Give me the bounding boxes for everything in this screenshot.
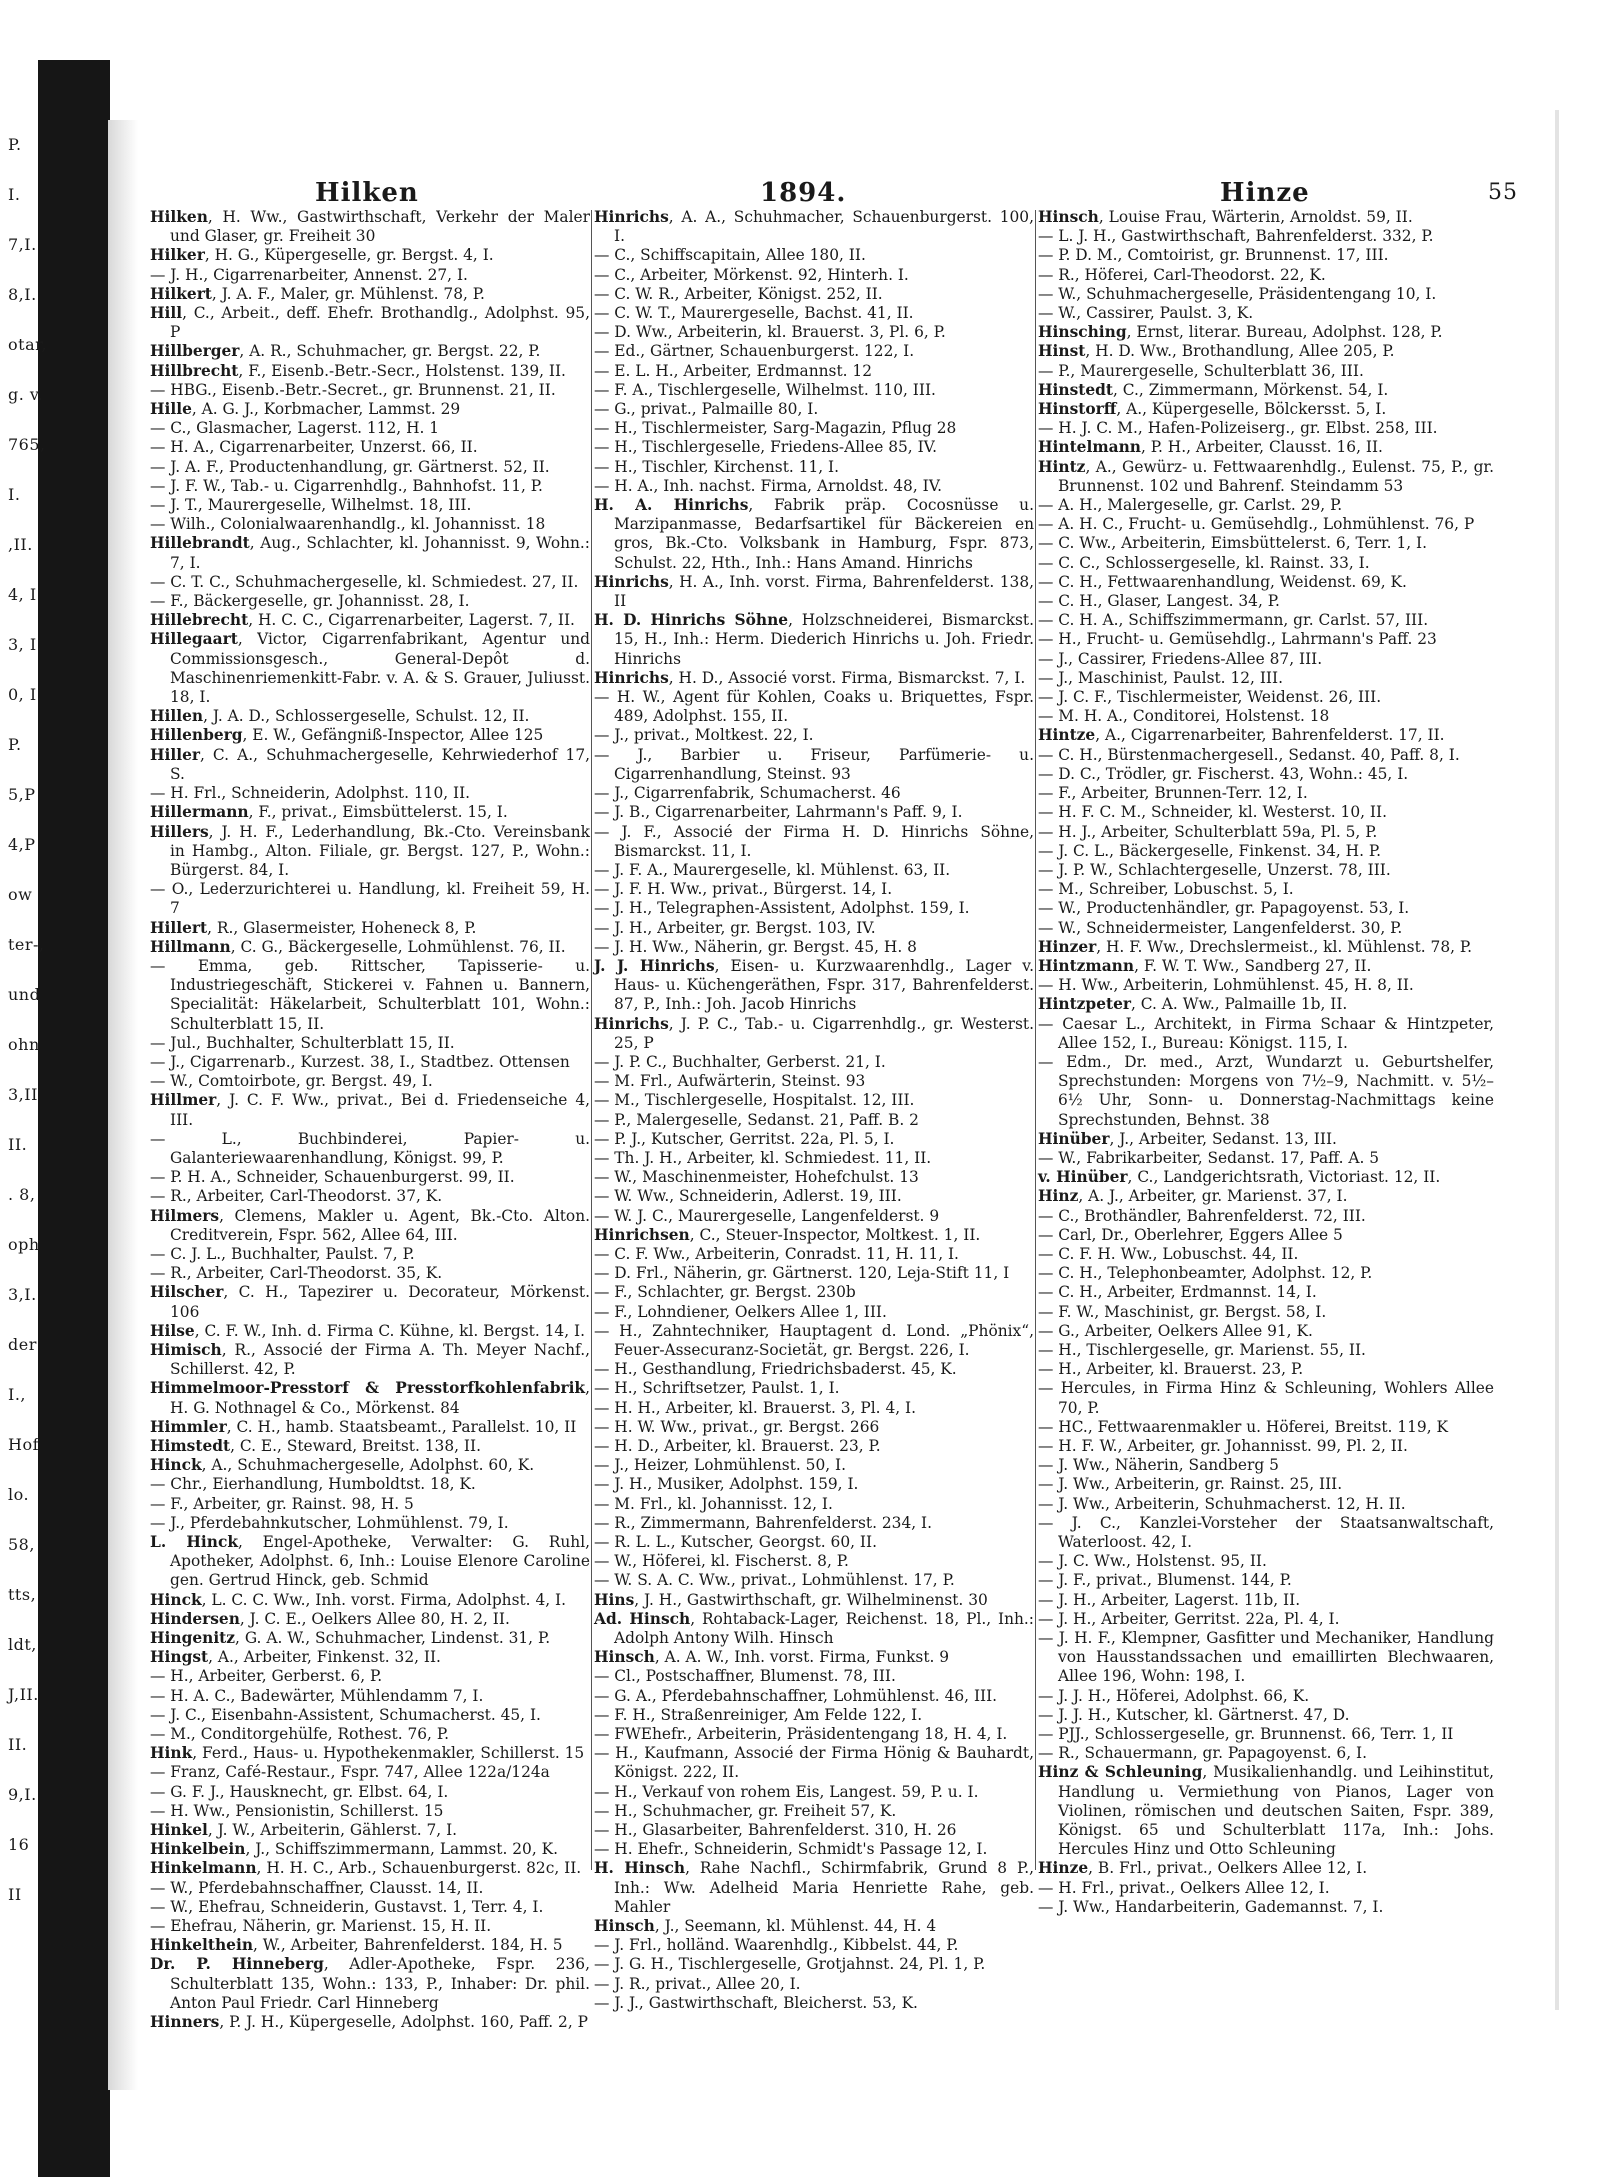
directory-entry: Hilker, H. G., Küpergeselle, gr. Bergst. 4, I. — [150, 246, 494, 265]
directory-entry: Hiller, C. A., Schuhmachergeselle, Kehrwiederhof 17, S. — [150, 745, 590, 783]
directory-entry: — J. H., Telegraphen-Assistent, Adolphst. 159, I. — [594, 899, 970, 918]
directory-entry: — F. A., Tischlergeselle, Wilhelmst. 110, III. — [594, 380, 936, 399]
directory-entry: — Edm., Dr. med., Arzt, Wundarzt u. Geburtshelfer, Sprechstunden: Morgens von 7½–9, Nachmitt. v. 5½–6½ Uhr, Sonn- u. Donnerstag-Nachmittags keine Sprechstunden, Behnst. 38 — [1038, 1052, 1494, 1129]
directory-entry: — Caesar L., Architekt, in Firma Schaar & Hintzpeter, Allee 152, I., Bureau: Königst. 115, I. — [1038, 1014, 1494, 1052]
directory-entry: — W., Cassirer, Paulst. 3, K. — [1038, 304, 1254, 323]
directory-entry: Hillebrecht, H. C. C., Cigarrenarbeiter, Lagerst. 7, II. — [150, 611, 575, 630]
directory-entry: Hintzmann, F. W. T. Ww., Sandberg 27, II. — [1038, 956, 1372, 975]
directory-entry: — W., Comtoirbote, gr. Bergst. 49, I. — [150, 1072, 433, 1091]
directory-entry: v. Hinüber, C., Landgerichtsrath, Victoriast. 12, II. — [1038, 1168, 1441, 1187]
directory-entry: — J., Pferdebahnkutscher, Lohmühlenst. 79, I. — [150, 1513, 509, 1532]
directory-entry: — H. A., Inh. nachst. Firma, Arnoldst. 48, IV. — [594, 476, 943, 495]
directory-entry: — P., Malergeselle, Sedanst. 21, Paff. B. 2 — [594, 1110, 919, 1129]
directory-entry: Hillmer, J. C. F. Ww., privat., Bei d. Friedenseiche 4, III. — [150, 1091, 590, 1129]
directory-entry: — H., Glasarbeiter, Bahrenfelderst. 310, H. 26 — [594, 1821, 957, 1840]
directory-entry: Hinsch, A. A. W., Inh. vorst. Firma, Funkst. 9 — [594, 1648, 950, 1667]
directory-entry: — C. C., Schlossergeselle, kl. Rainst. 33, I. — [1038, 553, 1370, 572]
directory-entry: — H. Ehefr., Schneiderin, Schmidt's Passage 12, I. — [594, 1840, 988, 1859]
directory-entry: J. J. Hinrichs, Eisen- u. Kurzwaarenhdlg., Lager v. Haus- u. Küchengeräthen, Fspr. 317, Bahrenfelderst. 87, P., Inh.: Joh. Jacob Hinrichs — [594, 956, 1034, 1014]
directory-entry: — M. Frl., kl. Johannisst. 12, I. — [594, 1494, 833, 1513]
directory-entry: Hinkelbein, J., Schiffszimmermann, Lammst. 20, K. — [150, 1840, 559, 1859]
directory-entry: — W., Schuhmachergeselle, Präsidentengang 10, I. — [1038, 284, 1437, 303]
directory-entry: — J., Cassirer, Friedens-Allee 87, III. — [1038, 649, 1323, 668]
directory-entry: — G., Arbeiter, Oelkers Allee 91, K. — [1038, 1321, 1313, 1340]
directory-entry: — H. J., Arbeiter, Schulterblatt 59a, Pl. 5, P. — [1038, 822, 1378, 841]
directory-entry: Hinck, A., Schuhmachergeselle, Adolphst. 60, K. — [150, 1456, 535, 1475]
directory-entry: Hillebrandt, Aug., Schlachter, kl. Johannisst. 9, Wohn.: 7, I. — [150, 534, 590, 572]
directory-entry: — Wilh., Colonialwaarenhandlg., kl. Johannisst. 18 — [150, 515, 546, 534]
directory-entry: Hinsching, Ernst, literar. Bureau, Adolphst. 128, P. — [1038, 323, 1443, 342]
directory-entry: — J., Barbier u. Friseur, Parfümerie- u. Cigarrenhandlung, Steinst. 93 — [594, 745, 1034, 783]
directory-entry: Hindersen, J. C. E., Oelkers Allee 80, H. 2, II. — [150, 1609, 510, 1628]
directory-entry: Hins, J. H., Gastwirthschaft, gr. Wilhelminenst. 30 — [594, 1590, 988, 1609]
directory-entry: — J. Ww., Arbeiterin, Schuhmacherst. 12, H. II. — [1038, 1494, 1406, 1513]
directory-entry: — Cl., Postschaffner, Blumenst. 78, III. — [594, 1667, 896, 1686]
directory-entry: Hillbrecht, F., Eisenb.-Betr.-Secr., Holstenst. 139, II. — [150, 361, 566, 380]
directory-entry: — W. S. A. C. Ww., privat., Lohmühlenst. 17, P. — [594, 1571, 955, 1590]
directory-entry: — W., Pferdebahnschaffner, Clausst. 14, II. — [150, 1878, 484, 1897]
directory-entry: Hilscher, C. H., Tapezirer u. Decorateur, Mörkenst. 106 — [150, 1283, 590, 1321]
directory-entry: — J. H., Arbeiter, Lagerst. 11b, II. — [1038, 1590, 1301, 1609]
facing-page-text: II. — [8, 1135, 28, 1154]
directory-entry: Hinz & Schleuning, Musikalienhandlg. und Leihinstitut, Handlung u. Vermiethung von Pianos, Lager von Violinen, römischen und deutschen Saiten, Fspr. 389, Königst. 65 und Schulterblatt 117a, Inh.: Johs. Hercules Hinz und Otto Schleuning — [1038, 1763, 1494, 1859]
facing-page-text: P. — [8, 135, 22, 154]
directory-entry: Hinkelmann, H. H. C., Arb., Schauenburgerst. 82c, II. — [150, 1859, 582, 1878]
directory-entry: — J., Maschinist, Paulst. 12, III. — [1038, 668, 1283, 687]
directory-entry: — H., Schuhmacher, gr. Freiheit 57, K. — [594, 1801, 897, 1820]
directory-entry: — C. T. C., Schuhmachergeselle, kl. Schmiedest. 27, II. — [150, 572, 579, 591]
directory-entry: — F. H., Straßenreiniger, Am Felde 122, I. — [594, 1705, 923, 1724]
directory-entry: — R., Arbeiter, Carl-Theodorst. 35, K. — [150, 1264, 443, 1283]
directory-entry: — R., Arbeiter, Carl-Theodorst. 37, K. — [150, 1187, 443, 1206]
directory-entry: Hinzer, H. F. Ww., Drechslermeist., kl. Mühlenst. 78, P. — [1038, 937, 1473, 956]
directory-entry: — W., Höferei, kl. Fischerst. 8, P. — [594, 1552, 849, 1571]
directory-entry: — C. W. R., Arbeiter, Königst. 252, II. — [594, 284, 883, 303]
directory-entry: H. A. Hinrichs, Fabrik präp. Cocosnüsse u. Marzipanmasse, Bedarfsartikel für Bäckereien en gros, Bk.-Cto. Volksbank in Hamburg, Fspr. 873, Schulst. 22, Hth., Inh.: Hans Amand. Hinrichs — [594, 496, 1034, 572]
directory-entry: — J. F. H. Ww., privat., Bürgerst. 14, I. — [594, 880, 893, 899]
directory-entry: Hillermann, F., privat., Eimsbüttelerst. 15, I. — [150, 803, 508, 822]
directory-entry: Hillenberg, E. W., Gefängniß-Inspector, Allee 125 — [150, 726, 544, 745]
directory-entry: — F., Lohndiener, Oelkers Allee 1, III. — [594, 1302, 887, 1321]
column-rule — [1035, 210, 1036, 1870]
facing-page-text: 9,I. — [8, 1785, 37, 1804]
facing-page-text: ter-, — [8, 935, 45, 954]
directory-entry: Hinkelthein, W., Arbeiter, Bahrenfelderst. 184, H. 5 — [150, 1936, 563, 1955]
directory-entry: — J. B., Cigarrenarbeiter, Lahrmann's Paff. 9, I. — [594, 803, 963, 822]
facing-page-text: ,II. — [8, 535, 33, 554]
directory-entry: — H., Gesthandlung, Friedrichsbaderst. 45, K. — [594, 1360, 957, 1379]
directory-entry: — F., Arbeiter, gr. Rainst. 98, H. 5 — [150, 1494, 414, 1513]
directory-entry: — G. F. J., Hausknecht, gr. Elbst. 64, I. — [150, 1782, 449, 1801]
header-first-name: Hilken — [315, 178, 419, 208]
facing-page-text: g. v. — [8, 385, 44, 404]
directory-entry: Hillen, J. A. D., Schlossergeselle, Schulst. 12, II. — [150, 707, 530, 726]
directory-entry: — J. A. F., Productenhandlung, gr. Gärtnerst. 52, II. — [150, 457, 550, 476]
directory-entry: — Franz, Café-Restaur., Fspr. 747, Allee 122a/124a — [150, 1763, 550, 1782]
directory-entry: — H., Tischler, Kirchenst. 11, I. — [594, 457, 840, 476]
directory-entry: Hinck, L. C. C. Ww., Inh. vorst. Firma, Adolphst. 4, I. — [150, 1590, 567, 1609]
facing-page-text: 3,II — [8, 1085, 38, 1104]
directory-entry: L. Hinck, Engel-Apotheke, Verwalter: G. Ruhl, Apotheker, Adolphst. 6, Inh.: Louise Elenore Caroline gen. Gertrud Hinck, geb. Schmid — [150, 1533, 591, 1590]
facing-page-text: I. — [8, 185, 21, 204]
directory-entry: Hillberger, A. R., Schuhmacher, gr. Bergst. 22, P. — [150, 342, 541, 361]
facing-page-text: 765, — [8, 435, 46, 454]
directory-entry: — C. H., Arbeiter, Erdmannst. 14, I. — [1038, 1283, 1317, 1302]
directory-entry: Hingst, A., Arbeiter, Finkenst. 32, II. — [150, 1648, 441, 1667]
directory-entry: — J. F. W., Tab.- u. Cigarrenhdlg., Bahnhofst. 11, P. — [150, 476, 543, 495]
directory-entry: Dr. P. Hinneberg, Adler-Apotheke, Fspr. 236, Schulterblatt 135, Wohn.: 133, P., Inhaber: Dr. phil. Anton Paul Friedr. Carl Hinneberg — [150, 1955, 590, 2012]
directory-entry: — H. Frl., Schneiderin, Adolphst. 110, II. — [150, 784, 471, 803]
directory-entry: — J. H., Musiker, Adolphst. 159, I. — [594, 1475, 859, 1494]
directory-entry: — G. A., Pferdebahnschaffner, Lohmühlenst. 46, III. — [594, 1686, 998, 1705]
directory-entry: Himisch, R., Associé der Firma A. Th. Meyer Nachf., Schillerst. 42, P. — [150, 1340, 590, 1379]
directory-entry: — C., Glasmacher, Lagerst. 112, H. 1 — [150, 419, 440, 438]
facing-page-text: I., — [8, 1385, 26, 1404]
directory-entry: Hilmers, Clemens, Makler u. Agent, Bk.-Cto. Alton. Creditverein, Fspr. 562, Allee 64, III. — [150, 1206, 590, 1244]
directory-entry: — H. Frl., privat., Oelkers Allee 12, I. — [1038, 1878, 1330, 1897]
directory-entry: — J. C. L., Bäckergeselle, Finkenst. 34, H. P. — [1038, 841, 1381, 860]
directory-entry: Hinkel, J. W., Arbeiterin, Gählerst. 7, I. — [150, 1821, 458, 1840]
directory-entry: — F., Schlachter, gr. Bergst. 230b — [594, 1283, 856, 1302]
facing-page-text: 8,I. — [8, 285, 37, 304]
directory-entry: — H., Arbeiter, kl. Brauerst. 23, P. — [1038, 1360, 1304, 1379]
directory-entry: Hinrichs, A. A., Schuhmacher, Schauenburgerst. 100, I. — [594, 208, 1034, 246]
directory-entry: — L. J. H., Gastwirthschaft, Bahrenfelderst. 332, P. — [1038, 227, 1434, 246]
directory-entry: — A. H. C., Frucht- u. Gemüsehdlg., Lohmühlenst. 76, P — [1038, 515, 1475, 534]
directory-entry: — J., privat., Moltkest. 22, I. — [594, 726, 814, 745]
directory-entry: — Chr., Eierhandlung, Humboldtst. 18, K. — [150, 1475, 476, 1494]
directory-entry: Hillers, J. H. F., Lederhandlung, Bk.-Cto. Vereinsbank in Hambg., Alton. Filiale, gr. Bergst. 127, P., Wohn.: Bürgerst. 84, I. — [150, 822, 590, 879]
facing-page-text: I. — [8, 485, 21, 504]
directory-entry: — R. L. L., Kutscher, Georgst. 60, II. — [594, 1533, 877, 1552]
facing-page-text: 4, I — [8, 585, 37, 604]
directory-entry: — M., Schreiber, Lobuschst. 5, I. — [1038, 880, 1294, 899]
directory-entry: — F., Arbeiter, Brunnen-Terr. 12, I. — [1038, 784, 1308, 803]
directory-entry: — J. T., Maurergeselle, Wilhelmst. 18, III. — [150, 496, 472, 515]
directory-entry: — P. D. M., Comtoirist, gr. Brunnenst. 17, III. — [1038, 246, 1389, 265]
directory-entry: Himmler, C. H., hamb. Staatsbeamt., Parallelst. 10, II — [150, 1417, 577, 1436]
directory-entry: Himmelmoor-Presstorf & Presstorfkohlenfabrik, H. G. Nothnagel & Co., Mörkenst. 84 — [150, 1379, 590, 1417]
directory-entry: — Ehefrau, Näherin, gr. Marienst. 15, H. II. — [150, 1917, 492, 1936]
facing-page-text: oph — [8, 1235, 40, 1254]
directory-entry: — M., Conditorgehülfe, Rothest. 76, P. — [150, 1725, 449, 1744]
directory-entry: — Carl, Dr., Oberlehrer, Eggers Allee 5 — [1038, 1225, 1343, 1244]
directory-entry: — J. C. Ww., Holstenst. 95, II. — [1038, 1552, 1267, 1571]
directory-entry: — M. Frl., Aufwärterin, Steinst. 93 — [594, 1072, 866, 1091]
facing-page-text: J,II. — [8, 1685, 39, 1704]
directory-entry: — W., Productenhändler, gr. Papagoyenst. 53, I. — [1038, 899, 1410, 918]
facing-page-text: Hof — [8, 1435, 40, 1454]
directory-entry: — H. F. C. M., Schneider, kl. Westerst. 10, II. — [1038, 803, 1387, 822]
directory-entry: — H., Kaufmann, Associé der Firma Hönig & Bauhardt, Königst. 222, II. — [594, 1744, 1034, 1782]
facing-page-text: 16 — [8, 1835, 30, 1854]
directory-entry: — C. H., Glaser, Langest. 34, P. — [1038, 592, 1280, 611]
directory-entry: — A. H., Malergeselle, gr. Carlst. 29, P. — [1038, 496, 1343, 515]
directory-entry: — W., Fabrikarbeiter, Sedanst. 17, Paff. A. 5 — [1038, 1148, 1380, 1167]
directory-entry: — J. H., Arbeiter, Gerritst. 22a, Pl. 4, I. — [1038, 1609, 1340, 1628]
directory-entry: — PJJ., Schlossergeselle, gr. Brunnenst. 66, Terr. 1, II — [1038, 1725, 1454, 1744]
directory-entry: — J. H., Arbeiter, gr. Bergst. 103, IV. — [594, 918, 876, 937]
directory-entry: Hinstedt, C., Zimmermann, Mörkenst. 54, I. — [1038, 380, 1389, 399]
directory-entry: Hinrichs, H. A., Inh. vorst. Firma, Bahrenfelderst. 138, II — [594, 572, 1034, 611]
directory-entry: — H. H., Arbeiter, kl. Brauerst. 3, Pl. 4, I. — [594, 1398, 916, 1417]
directory-entry: — W. J. C., Maurergeselle, Langenfelderst. 9 — [594, 1206, 940, 1225]
directory-entry: — C., Arbeiter, Mörkenst. 92, Hinterh. I. — [594, 265, 909, 284]
facing-page-text: tts, — [8, 1585, 37, 1604]
directory-entry: Hintze, A., Cigarrenarbeiter, Bahrenfelderst. 17, II. — [1038, 726, 1445, 745]
directory-entry: — H., Tischlermeister, Sarg-Magazin, Pflug 28 — [594, 419, 957, 438]
facing-page-text: der — [8, 1335, 37, 1354]
directory-entry: — J. H., Cigarrenarbeiter, Annenst. 27, I. — [150, 265, 468, 284]
directory-entry: — H. Ww., Arbeiterin, Lohmühlenst. 45, H. 8, II. — [1038, 976, 1414, 995]
directory-entry: — O., Lederzurichterei u. Handlung, kl. Freiheit 59, H. 7 — [150, 880, 590, 918]
directory-entry: Ad. Hinsch, Rohtaback-Lager, Reichenst. 18, Pl., Inh.: Adolph Antony Wilh. Hinsch — [594, 1609, 1034, 1648]
directory-entry: Hilkert, J. A. F., Maler, gr. Mühlenst. 78, P. — [150, 284, 485, 303]
facing-page-text: 4,P — [8, 835, 36, 854]
directory-entry: — H., Tischlergeselle, gr. Marienst. 55, II. — [1038, 1340, 1366, 1359]
directory-entry: — F., Bäckergeselle, gr. Johannisst. 28, I. — [150, 592, 470, 611]
directory-entry: — H., Arbeiter, Gerberst. 6, P. — [150, 1667, 383, 1686]
directory-entry: — L., Buchbinderei, Papier- u. Galanteriewaarenhandlung, Königst. 99, P. — [150, 1129, 590, 1167]
directory-entry: — FWEhefr., Arbeiterin, Präsidentengang 18, H. 4, I. — [594, 1725, 1008, 1744]
directory-entry: — H., Frucht- u. Gemüsehdlg., Lahrmann's Paff. 23 — [1038, 630, 1437, 649]
facing-page-text: und — [8, 985, 41, 1004]
directory-entry: Hingenitz, G. A. W., Schuhmacher, Lindenst. 31, P. — [150, 1629, 551, 1648]
directory-entry: Hinrichs, J. P. C., Tab.- u. Cigarrenhdlg., gr. Westerst. 25, P — [594, 1014, 1034, 1052]
directory-entry: — J. F. A., Maurergeselle, kl. Mühlenst. 63, II. — [594, 860, 951, 879]
directory-entry: — H., Zahntechniker, Hauptagent d. Lond. „Phönix“, Feuer-Assecuranz-Societät, gr. Bergst. 226, I. — [594, 1321, 1034, 1359]
directory-entry: — HC., Fettwaarenmakler u. Höferei, Breitst. 119, K — [1038, 1417, 1448, 1436]
directory-entry: Hintelmann, P. H., Arbeiter, Clausst. 16, II. — [1038, 438, 1383, 457]
directory-entry: — H. Ww., Pensionistin, Schillerst. 15 — [150, 1801, 444, 1820]
directory-entry: — R., Höferei, Carl-Theodorst. 22, K. — [1038, 265, 1326, 284]
directory-entry: — C., Brothändler, Bahrenfelderst. 72, III. — [1038, 1206, 1366, 1225]
directory-column-2 — [594, 208, 1035, 2012]
directory-entry: Hilse, C. F. W., Inh. d. Firma C. Kühne, kl. Bergst. 14, I. — [150, 1321, 585, 1340]
directory-entry: — J. J. H., Kutscher, kl. Gärtnerst. 47, D. — [1038, 1705, 1350, 1724]
directory-entry: — C. H., Telephonbeamter, Adolphst. 12, P. — [1038, 1264, 1373, 1283]
directory-entry: Hinrichsen, C., Steuer-Inspector, Moltkest. 1, II. — [594, 1225, 981, 1244]
facing-page-text: 7,I. — [8, 235, 37, 254]
facing-page-text: 3, I. — [8, 635, 43, 654]
facing-page-text: II. — [8, 1735, 28, 1754]
directory-entry: — C., Schiffscapitain, Allee 180, II. — [594, 246, 866, 265]
directory-entry: — D. Ww., Arbeiterin, kl. Brauerst. 3, Pl. 6, P. — [594, 323, 946, 342]
directory-entry: — C. H., Fettwaarenhandlung, Weidenst. 69, K. — [1038, 572, 1407, 591]
directory-entry: Hille, A. G. J., Korbmacher, Lammst. 29 — [150, 400, 461, 419]
directory-entry: — J. C., Eisenbahn-Assistent, Schumacherst. 45, I. — [150, 1705, 541, 1724]
directory-entry: — W. Ww., Schneiderin, Adlerst. 19, III. — [594, 1187, 902, 1206]
directory-entry: — H., Tischlergeselle, Friedens-Allee 85, IV. — [594, 438, 937, 457]
directory-entry: Hinst, H. D. Ww., Brothandlung, Allee 205, P. — [1038, 342, 1395, 361]
directory-entry: — H. D., Arbeiter, kl. Brauerst. 23, P. — [594, 1437, 881, 1455]
directory-entry: — J. Ww., Arbeiterin, gr. Rainst. 25, III. — [1038, 1475, 1343, 1494]
directory-entry: — J. Ww., Näherin, Sandberg 5 — [1038, 1456, 1279, 1475]
directory-entry: — Emma, geb. Rittscher, Tapisserie- u. Industriegeschäft, Stickerei v. Fahnen u. Bannern, Specialität: Häkelarbeit, Schulterblatt 101, Wohn.: Schulterblatt 15, II. — [150, 956, 590, 1033]
directory-entry: — P. J., Kutscher, Gerritst. 22a, Pl. 5, I. — [594, 1129, 895, 1148]
directory-entry: — H. W., Agent für Kohlen, Coaks u. Briquettes, Fspr. 489, Adolphst. 155, II. — [594, 688, 1034, 726]
directory-entry: — W., Schneidermeister, Langenfelderst. 30, P. — [1038, 918, 1403, 937]
directory-entry: — R., Zimmermann, Bahrenfelderst. 234, I. — [594, 1513, 933, 1532]
directory-entry: Himstedt, C. E., Steward, Breitst. 138, II. — [150, 1437, 481, 1455]
directory-entry: — Ed., Gärtner, Schauenburgerst. 122, I. — [594, 342, 915, 361]
directory-entry: — D. Frl., Näherin, gr. Gärtnerst. 120, Leja-Stift 11, I — [594, 1264, 1010, 1283]
directory-entry: — R., Schauermann, gr. Papagoyenst. 6, I. — [1038, 1744, 1367, 1763]
directory-entry: — J., Cigarrenfabrik, Schumacherst. 46 — [594, 784, 901, 803]
directory-entry: — H. F. W., Arbeiter, gr. Johannisst. 99, Pl. 2, II. — [1038, 1437, 1408, 1455]
directory-entry: Hinsch, J., Seemann, kl. Mühlenst. 44, H. 4 — [594, 1917, 937, 1936]
directory-entry: — H. W. Ww., privat., gr. Bergst. 266 — [594, 1417, 880, 1436]
header-year: 1894. — [760, 178, 847, 208]
directory-entry: — J. C. F., Tischlermeister, Weidenst. 26, III. — [1038, 688, 1382, 707]
facing-page-fragment — [0, 135, 80, 1955]
directory-entry: — C. Ww., Arbeiterin, Eimsbüttelerst. 6, Terr. 1, I. — [1038, 534, 1428, 553]
directory-entry: — C. F. Ww., Arbeiterin, Conradst. 11, H. 11, I. — [594, 1244, 959, 1263]
directory-entry: H. D. Hinrichs Söhne, Holzschneiderei, Bismarckst. 15, H., Inh.: Herm. Diederich Hinrichs u. Joh. Friedr. Hinrichs — [594, 611, 1034, 668]
directory-entry: — J. G. H., Tischlergeselle, Grotjahnst. 24, Pl. 1, P. — [594, 1955, 986, 1974]
directory-entry: — J. P. C., Buchhalter, Gerberst. 21, I. — [594, 1052, 886, 1071]
facing-page-text: ohn — [8, 1035, 40, 1054]
directory-entry: — P. H. A., Schneider, Schauenburgerst. 99, II. — [150, 1168, 515, 1187]
directory-entry: — W., Ehefrau, Schneiderin, Gustavst. 1, Terr. 4, I. — [150, 1897, 544, 1916]
directory-entry: Hilken, H. Ww., Gastwirthschaft, Verkehr der Maler und Glaser, gr. Freiheit 30 — [150, 208, 590, 246]
directory-entry: Hinsch, Louise Frau, Wärterin, Arnoldst. 59, II. — [1038, 208, 1413, 226]
directory-entry: — Th. J. H., Arbeiter, kl. Schmiedest. 11, II. — [594, 1148, 932, 1167]
directory-entry: — P., Maurergeselle, Schulterblatt 36, III. — [1038, 361, 1364, 380]
directory-entry: — H. A. C., Badewärter, Mühlendamm 7, I. — [150, 1686, 484, 1705]
header-last-name: Hinze — [1220, 178, 1310, 208]
directory-entry: — G., privat., Palmaille 80, I. — [594, 400, 819, 419]
directory-entry: — C. H., Bürstenmachergesell., Sedanst. 40, Paff. 8, I. — [1038, 745, 1460, 764]
directory-entry: — C. F. H. Ww., Lobuschst. 44, II. — [1038, 1244, 1299, 1263]
directory-entry: — W., Maschinenmeister, Hohefchulst. 13 — [594, 1168, 919, 1187]
facing-page-text: otar, — [8, 335, 48, 354]
directory-entry: — H., Schriftsetzer, Paulst. 1, I. — [594, 1379, 840, 1398]
directory-entry: — J. Frl., holländ. Waarenhdlg., Kibbelst. 44, P. — [594, 1936, 959, 1955]
directory-entry: — J. R., privat., Allee 20, I. — [594, 1974, 801, 1993]
directory-entry: — H., Verkauf von rohem Eis, Langest. 59, P. u. I. — [594, 1782, 979, 1801]
page-number: 55 — [1488, 180, 1518, 205]
directory-entry: — J. Ww., Handarbeiterin, Gademannst. 7, I. — [1038, 1897, 1384, 1916]
directory-entry: — F. W., Maschinist, gr. Bergst. 58, I. — [1038, 1302, 1327, 1321]
directory-entry: Hinüber, J., Arbeiter, Sedanst. 13, III. — [1038, 1129, 1337, 1148]
directory-entry: Hintzpeter, C. A. Ww., Palmaille 1b, II. — [1038, 995, 1348, 1014]
directory-entry: Hinz, A. J., Arbeiter, gr. Marienst. 37, I. — [1038, 1187, 1348, 1206]
directory-entry: Hinze, B. Frl., privat., Oelkers Allee 12, I. — [1038, 1859, 1368, 1878]
directory-column-3 — [1038, 208, 1494, 1916]
directory-entry: Hillert, R., Glasermeister, Hoheneck 8, P. — [150, 918, 477, 937]
page-edge — [1555, 110, 1559, 2010]
facing-page-text: 5,P — [8, 785, 36, 804]
directory-entry: — D. C., Trödler, gr. Fischerst. 43, Wohn.: 45, I. — [1038, 764, 1409, 783]
directory-entry: Hinrichs, H. D., Associé vorst. Firma, Bismarckst. 7, I. — [594, 668, 1026, 687]
directory-entry: — J., Cigarrenarb., Kurzest. 38, I., Stadtbez. Ottensen — [150, 1052, 570, 1071]
directory-entry: Hill, C., Arbeit., deff. Ehefr. Brothandlg., Adolphst. 95, P — [150, 304, 590, 342]
gutter-shadow — [108, 120, 138, 2090]
directory-entry: — J., Heizer, Lohmühlenst. 50, I. — [594, 1456, 847, 1475]
directory-entry: — Jul., Buchhalter, Schulterblatt 15, II. — [150, 1033, 455, 1052]
directory-entry: Hinstorff, A., Küpergeselle, Bölckersst. 5, I. — [1038, 400, 1387, 419]
directory-column-1 — [150, 208, 591, 2032]
directory-entry: — E. L. H., Arbeiter, Erdmannst. 12 — [594, 361, 872, 380]
directory-entry: — M. H. A., Conditorei, Holstenst. 18 — [1038, 707, 1330, 726]
directory-entry: — J. J., Gastwirthschaft, Bleicherst. 53, K. — [594, 1993, 918, 2012]
column-rule — [591, 210, 592, 1870]
directory-entry: — J. C., Kanzlei-Vorsteher der Staatsanwaltschaft, Waterloost. 42, I. — [1038, 1513, 1494, 1552]
facing-page-text: 3,I. — [8, 1285, 37, 1304]
facing-page-text: II — [8, 1885, 22, 1904]
facing-page-text: ow — [8, 885, 33, 904]
directory-entry: — J. H. Ww., Näherin, gr. Bergst. 45, H. 8 — [594, 937, 917, 956]
directory-entry: — C. J. L., Buchhalter, Paulst. 7, P. — [150, 1244, 415, 1263]
directory-entry: — J. F., Associé der Firma H. D. Hinrichs Söhne, Bismarckst. 11, I. — [594, 822, 1034, 860]
directory-entry: — C. W. T., Maurergeselle, Bachst. 41, II. — [594, 304, 914, 323]
directory-entry: — H. A., Cigarrenarbeiter, Unzerst. 66, II. — [150, 438, 478, 457]
facing-page-text: P. — [8, 735, 22, 754]
directory-entry: Hinners, P. J. H., Küpergeselle, Adolphst. 160, Paff. 2, P — [150, 2013, 588, 2032]
directory-entry: — Hercules, in Firma Hinz & Schleuning, Wohlers Allee 70, P. — [1038, 1379, 1494, 1417]
directory-entry: H. Hinsch, Rahe Nachfl., Schirmfabrik, Grund 8 P., Inh.: Ww. Adelheid Maria Henriette Rahe, geb. Mahler — [594, 1859, 1035, 1916]
directory-entry: — J. F., privat., Blumenst. 144, P. — [1038, 1571, 1292, 1590]
directory-entry: Hillmann, C. G., Bäckergeselle, Lohmühlenst. 76, II. — [150, 937, 566, 956]
directory-entry: — J. J. H., Höferei, Adolphst. 66, K. — [1038, 1686, 1310, 1705]
directory-entry: Hink, Ferd., Haus- u. Hypothekenmakler, Schillerst. 15 — [150, 1744, 585, 1763]
directory-entry: — HBG., Eisenb.-Betr.-Secret., gr. Brunnenst. 21, II. — [150, 380, 556, 399]
directory-entry: — H. J. C. M., Hafen-Polizeiserg., gr. Elbst. 258, III. — [1038, 419, 1438, 438]
facing-page-text: 0, I. — [8, 685, 43, 704]
facing-page-text: 58, — [8, 1535, 35, 1554]
directory-entry: — M., Tischlergeselle, Hospitalst. 12, III. — [594, 1091, 915, 1110]
directory-entry: — J. H. F., Klempner, Gasfitter und Mechaniker, Handlung von Hausstandssachen und emaillirten Blechwaaren, Allee 196, Wohn: 198, I. — [1038, 1629, 1494, 1686]
facing-page-text: ldt, — [8, 1635, 37, 1654]
facing-page-text: lo. — [8, 1485, 30, 1504]
facing-page-text: . 8, — [8, 1185, 36, 1204]
directory-entry: — J. P. W., Schlachtergeselle, Unzerst. 78, III. — [1038, 860, 1391, 879]
directory-entry: — C. H. A., Schiffszimmermann, gr. Carlst. 57, III. — [1038, 611, 1429, 630]
directory-entry: Hintz, A., Gewürz- u. Fettwaarenhdlg., Eulenst. 75, P., gr. Brunnenst. 102 und Bahrenf. Steindamm 53 — [1038, 457, 1494, 495]
directory-entry: Hillegaart, Victor, Cigarrenfabrikant, Agentur und Commissionsgesch., General-Depôt d. Maschinenriemenkitt-Fabr. v. A. & S. Grauer, Juliusst. 18, I. — [150, 630, 590, 707]
